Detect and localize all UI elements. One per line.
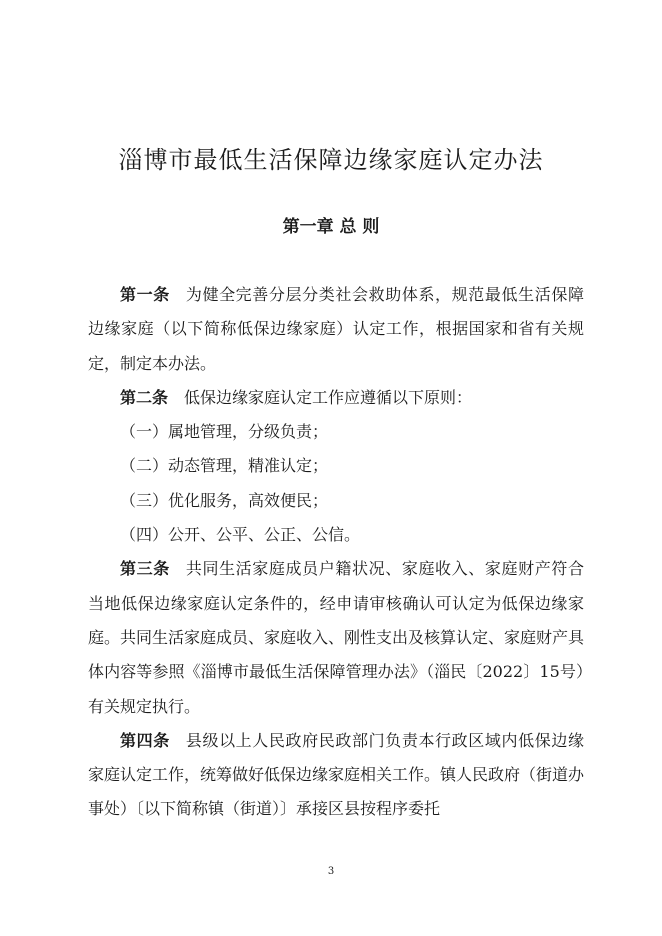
article-label: 第一条 bbox=[120, 285, 170, 304]
article-label: 第三条 bbox=[120, 559, 170, 579]
principle-text: （四）公开、公平、公正、公信。 bbox=[120, 525, 361, 545]
principle-item bbox=[88, 449, 584, 483]
document-body bbox=[88, 278, 584, 827]
principle-item bbox=[88, 518, 584, 552]
principle-text: （三）优化服务，高效便民； bbox=[120, 490, 329, 510]
article-3 bbox=[88, 552, 584, 723]
article-label: 第二条 bbox=[120, 387, 169, 407]
article-label: 第四条 bbox=[120, 730, 170, 750]
article-text: 共同生活家庭成员户籍状况、家庭收入、家庭财产符合当地低保边缘家庭认定条件的，经申请审核确认可认定为低保边缘家庭。共同生活家庭成员、家庭收入、刚性支出及核算认定、家庭财产具体内容等参照《淄博市最低生活保障管理办法》（淄民〔2022〕15号）有关规定执行。 bbox=[88, 559, 585, 716]
chapter-heading: 第一章 总 则 bbox=[282, 217, 380, 237]
page-number: 3 bbox=[327, 866, 335, 877]
article-4 bbox=[88, 724, 584, 827]
article-text: 县级以上人民政府民政部门负责本行政区域内低保边缘家庭认定工作，统筹做好低保边缘家庭相关工作。镇人民政府（街道办事处）〔以下简称镇（街道）〕承接区县按程序委托 bbox=[88, 730, 585, 819]
article-text: 为健全完善分层分类社会救助体系，规范最低生活保障边缘家庭（以下简称低保边缘家庭）认定工作，根据国家和省有关规定，制定本办法。 bbox=[88, 285, 584, 373]
article-text: 低保边缘家庭认定工作应遵循以下原则： bbox=[184, 387, 473, 407]
document-title: 淄博市最低生活保障边缘家庭认定办法 bbox=[118, 146, 544, 174]
principle-text: （一）属地管理，分级负责； bbox=[120, 422, 329, 442]
principle-text: （二）动态管理，精准认定； bbox=[120, 456, 329, 476]
article-1 bbox=[88, 278, 584, 381]
article-2 bbox=[88, 381, 584, 415]
principle-item bbox=[88, 484, 584, 518]
principle-item bbox=[88, 415, 584, 449]
